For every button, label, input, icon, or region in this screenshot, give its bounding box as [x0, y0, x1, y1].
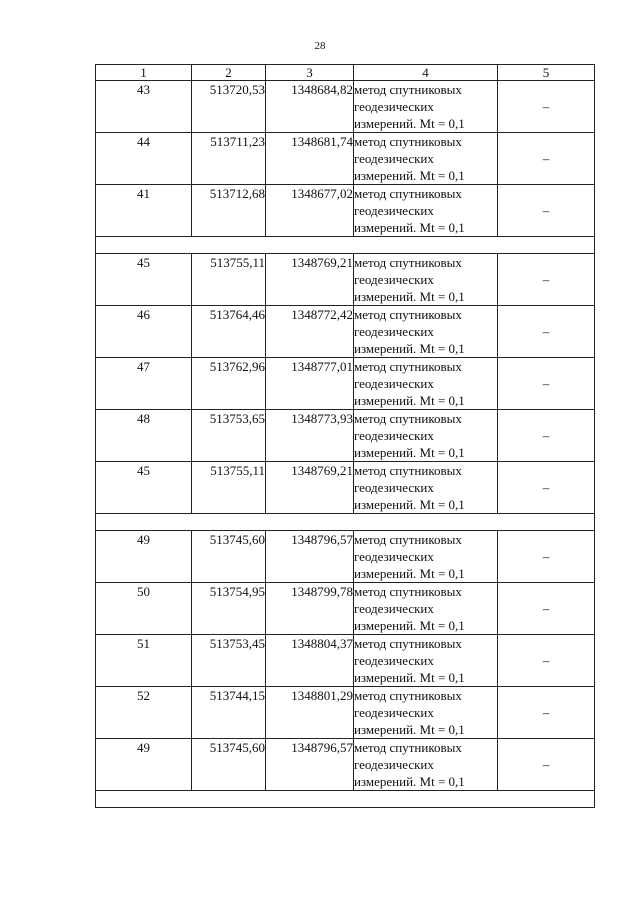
note-cell [498, 462, 595, 514]
point-number-cell: 50 [96, 583, 192, 635]
method-line: измерений. Mt = 0,1 [354, 774, 465, 789]
group-separator-row [96, 514, 595, 531]
point-number-cell: 49 [96, 739, 192, 791]
point-number-cell: 52 [96, 687, 192, 739]
dash-mark: – [542, 480, 550, 495]
method-line: геодезических [354, 324, 434, 339]
x-coordinate-cell: 513711,23 [192, 133, 266, 185]
method-line: метод спутниковых [354, 82, 462, 97]
dash-mark: – [542, 324, 550, 339]
point-number-cell: 45 [96, 462, 192, 514]
table-row [96, 81, 595, 133]
method-line: метод спутниковых [354, 688, 462, 703]
y-coordinate-cell: 1348773,93 [266, 410, 354, 462]
method-line: метод спутниковых [354, 255, 462, 270]
dash-mark: – [542, 151, 550, 166]
y-coordinate-cell: 1348769,21 [266, 254, 354, 306]
table-row [96, 306, 595, 358]
y-coordinate-cell: 1348772,42 [266, 306, 354, 358]
note-cell [498, 185, 595, 237]
method-line: измерений. Mt = 0,1 [354, 289, 465, 304]
method-line: метод спутниковых [354, 740, 462, 755]
method-line: геодезических [354, 549, 434, 564]
column-header-3: 3 [266, 65, 354, 81]
note-cell [498, 133, 595, 185]
method-line: геодезических [354, 757, 434, 772]
table-row [96, 358, 595, 410]
method-line: геодезических [354, 480, 434, 495]
table-row [96, 687, 595, 739]
point-number-cell: 46 [96, 306, 192, 358]
method-line: измерений. Mt = 0,1 [354, 341, 465, 356]
note-cell [498, 635, 595, 687]
point-number-cell: 44 [96, 133, 192, 185]
method-line: измерений. Mt = 0,1 [354, 722, 465, 737]
method-line: метод спутниковых [354, 463, 462, 478]
column-header-1: 1 [96, 65, 192, 81]
method-cell [354, 254, 498, 306]
x-coordinate-cell: 513720,53 [192, 81, 266, 133]
x-coordinate-cell: 513745,60 [192, 531, 266, 583]
dash-mark: – [542, 653, 550, 668]
dash-mark: – [542, 203, 550, 218]
method-line: геодезических [354, 272, 434, 287]
note-cell [498, 254, 595, 306]
point-number-cell: 51 [96, 635, 192, 687]
method-line: метод спутниковых [354, 411, 462, 426]
method-cell [354, 358, 498, 410]
method-line: метод спутниковых [354, 359, 462, 374]
method-line: метод спутниковых [354, 186, 462, 201]
method-line: измерений. Mt = 0,1 [354, 220, 465, 235]
method-line: геодезических [354, 376, 434, 391]
note-cell [498, 687, 595, 739]
method-line: геодезических [354, 203, 434, 218]
y-coordinate-cell: 1348804,37 [266, 635, 354, 687]
dash-mark: – [542, 549, 550, 564]
method-line: метод спутниковых [354, 307, 462, 322]
method-line: измерений. Mt = 0,1 [354, 618, 465, 633]
table-row [96, 254, 595, 306]
table-row [96, 410, 595, 462]
column-header-2: 2 [192, 65, 266, 81]
point-number-cell: 47 [96, 358, 192, 410]
method-line: измерений. Mt = 0,1 [354, 393, 465, 408]
y-coordinate-cell: 1348681,74 [266, 133, 354, 185]
method-cell [354, 583, 498, 635]
note-cell [498, 81, 595, 133]
method-line: метод спутниковых [354, 584, 462, 599]
method-line: геодезических [354, 151, 434, 166]
table-row [96, 185, 595, 237]
method-line: геодезических [354, 705, 434, 720]
table-header-row [96, 65, 595, 81]
method-line: измерений. Mt = 0,1 [354, 670, 465, 685]
x-coordinate-cell: 513753,65 [192, 410, 266, 462]
method-line: геодезических [354, 601, 434, 616]
point-number-cell: 49 [96, 531, 192, 583]
method-line: метод спутниковых [354, 636, 462, 651]
column-header-5: 5 [498, 65, 595, 81]
y-coordinate-cell: 1348796,57 [266, 531, 354, 583]
dash-mark: – [542, 376, 550, 391]
x-coordinate-cell: 513764,46 [192, 306, 266, 358]
group-separator-cell [96, 514, 595, 531]
x-coordinate-cell: 513745,60 [192, 739, 266, 791]
group-separator-row [96, 791, 595, 808]
y-coordinate-cell: 1348684,82 [266, 81, 354, 133]
y-coordinate-cell: 1348677,02 [266, 185, 354, 237]
dash-mark: – [542, 272, 550, 287]
y-coordinate-cell: 1348799,78 [266, 583, 354, 635]
method-line: измерений. Mt = 0,1 [354, 445, 465, 460]
column-header-4: 4 [354, 65, 498, 81]
x-coordinate-cell: 513762,96 [192, 358, 266, 410]
x-coordinate-cell: 513754,95 [192, 583, 266, 635]
method-cell [354, 687, 498, 739]
dash-mark: – [542, 99, 550, 114]
method-cell [354, 531, 498, 583]
method-line: измерений. Mt = 0,1 [354, 497, 465, 512]
method-cell [354, 462, 498, 514]
note-cell [498, 531, 595, 583]
note-cell [498, 739, 595, 791]
method-line: метод спутниковых [354, 532, 462, 547]
method-line: геодезических [354, 428, 434, 443]
note-cell [498, 306, 595, 358]
table-row [96, 739, 595, 791]
method-cell [354, 739, 498, 791]
method-cell [354, 635, 498, 687]
y-coordinate-cell: 1348796,57 [266, 739, 354, 791]
point-number-cell: 48 [96, 410, 192, 462]
group-separator-cell [96, 791, 595, 808]
dash-mark: – [542, 601, 550, 616]
method-line: метод спутниковых [354, 134, 462, 149]
y-coordinate-cell: 1348777,01 [266, 358, 354, 410]
method-cell [354, 185, 498, 237]
note-cell [498, 358, 595, 410]
page-number: 28 [314, 40, 326, 52]
method-cell [354, 133, 498, 185]
table-row [96, 133, 595, 185]
point-number-cell: 45 [96, 254, 192, 306]
method-line: измерений. Mt = 0,1 [354, 116, 465, 131]
method-cell [354, 410, 498, 462]
method-cell [354, 306, 498, 358]
method-line: измерений. Mt = 0,1 [354, 566, 465, 581]
x-coordinate-cell: 513744,15 [192, 687, 266, 739]
coordinates-table [95, 64, 595, 808]
y-coordinate-cell: 1348801,29 [266, 687, 354, 739]
point-number-cell: 41 [96, 185, 192, 237]
dash-mark: – [542, 757, 550, 772]
x-coordinate-cell: 513753,45 [192, 635, 266, 687]
table-row [96, 531, 595, 583]
x-coordinate-cell: 513712,68 [192, 185, 266, 237]
group-separator-cell [96, 237, 595, 254]
point-number-cell: 43 [96, 81, 192, 133]
y-coordinate-cell: 1348769,21 [266, 462, 354, 514]
note-cell [498, 410, 595, 462]
group-separator-row [96, 237, 595, 254]
dash-mark: – [542, 428, 550, 443]
method-line: геодезических [354, 653, 434, 668]
table-row [96, 462, 595, 514]
x-coordinate-cell: 513755,11 [192, 462, 266, 514]
table-row [96, 583, 595, 635]
method-line: измерений. Mt = 0,1 [354, 168, 465, 183]
method-line: геодезических [354, 99, 434, 114]
method-cell [354, 81, 498, 133]
table-row [96, 635, 595, 687]
dash-mark: – [542, 705, 550, 720]
x-coordinate-cell: 513755,11 [192, 254, 266, 306]
note-cell [498, 583, 595, 635]
